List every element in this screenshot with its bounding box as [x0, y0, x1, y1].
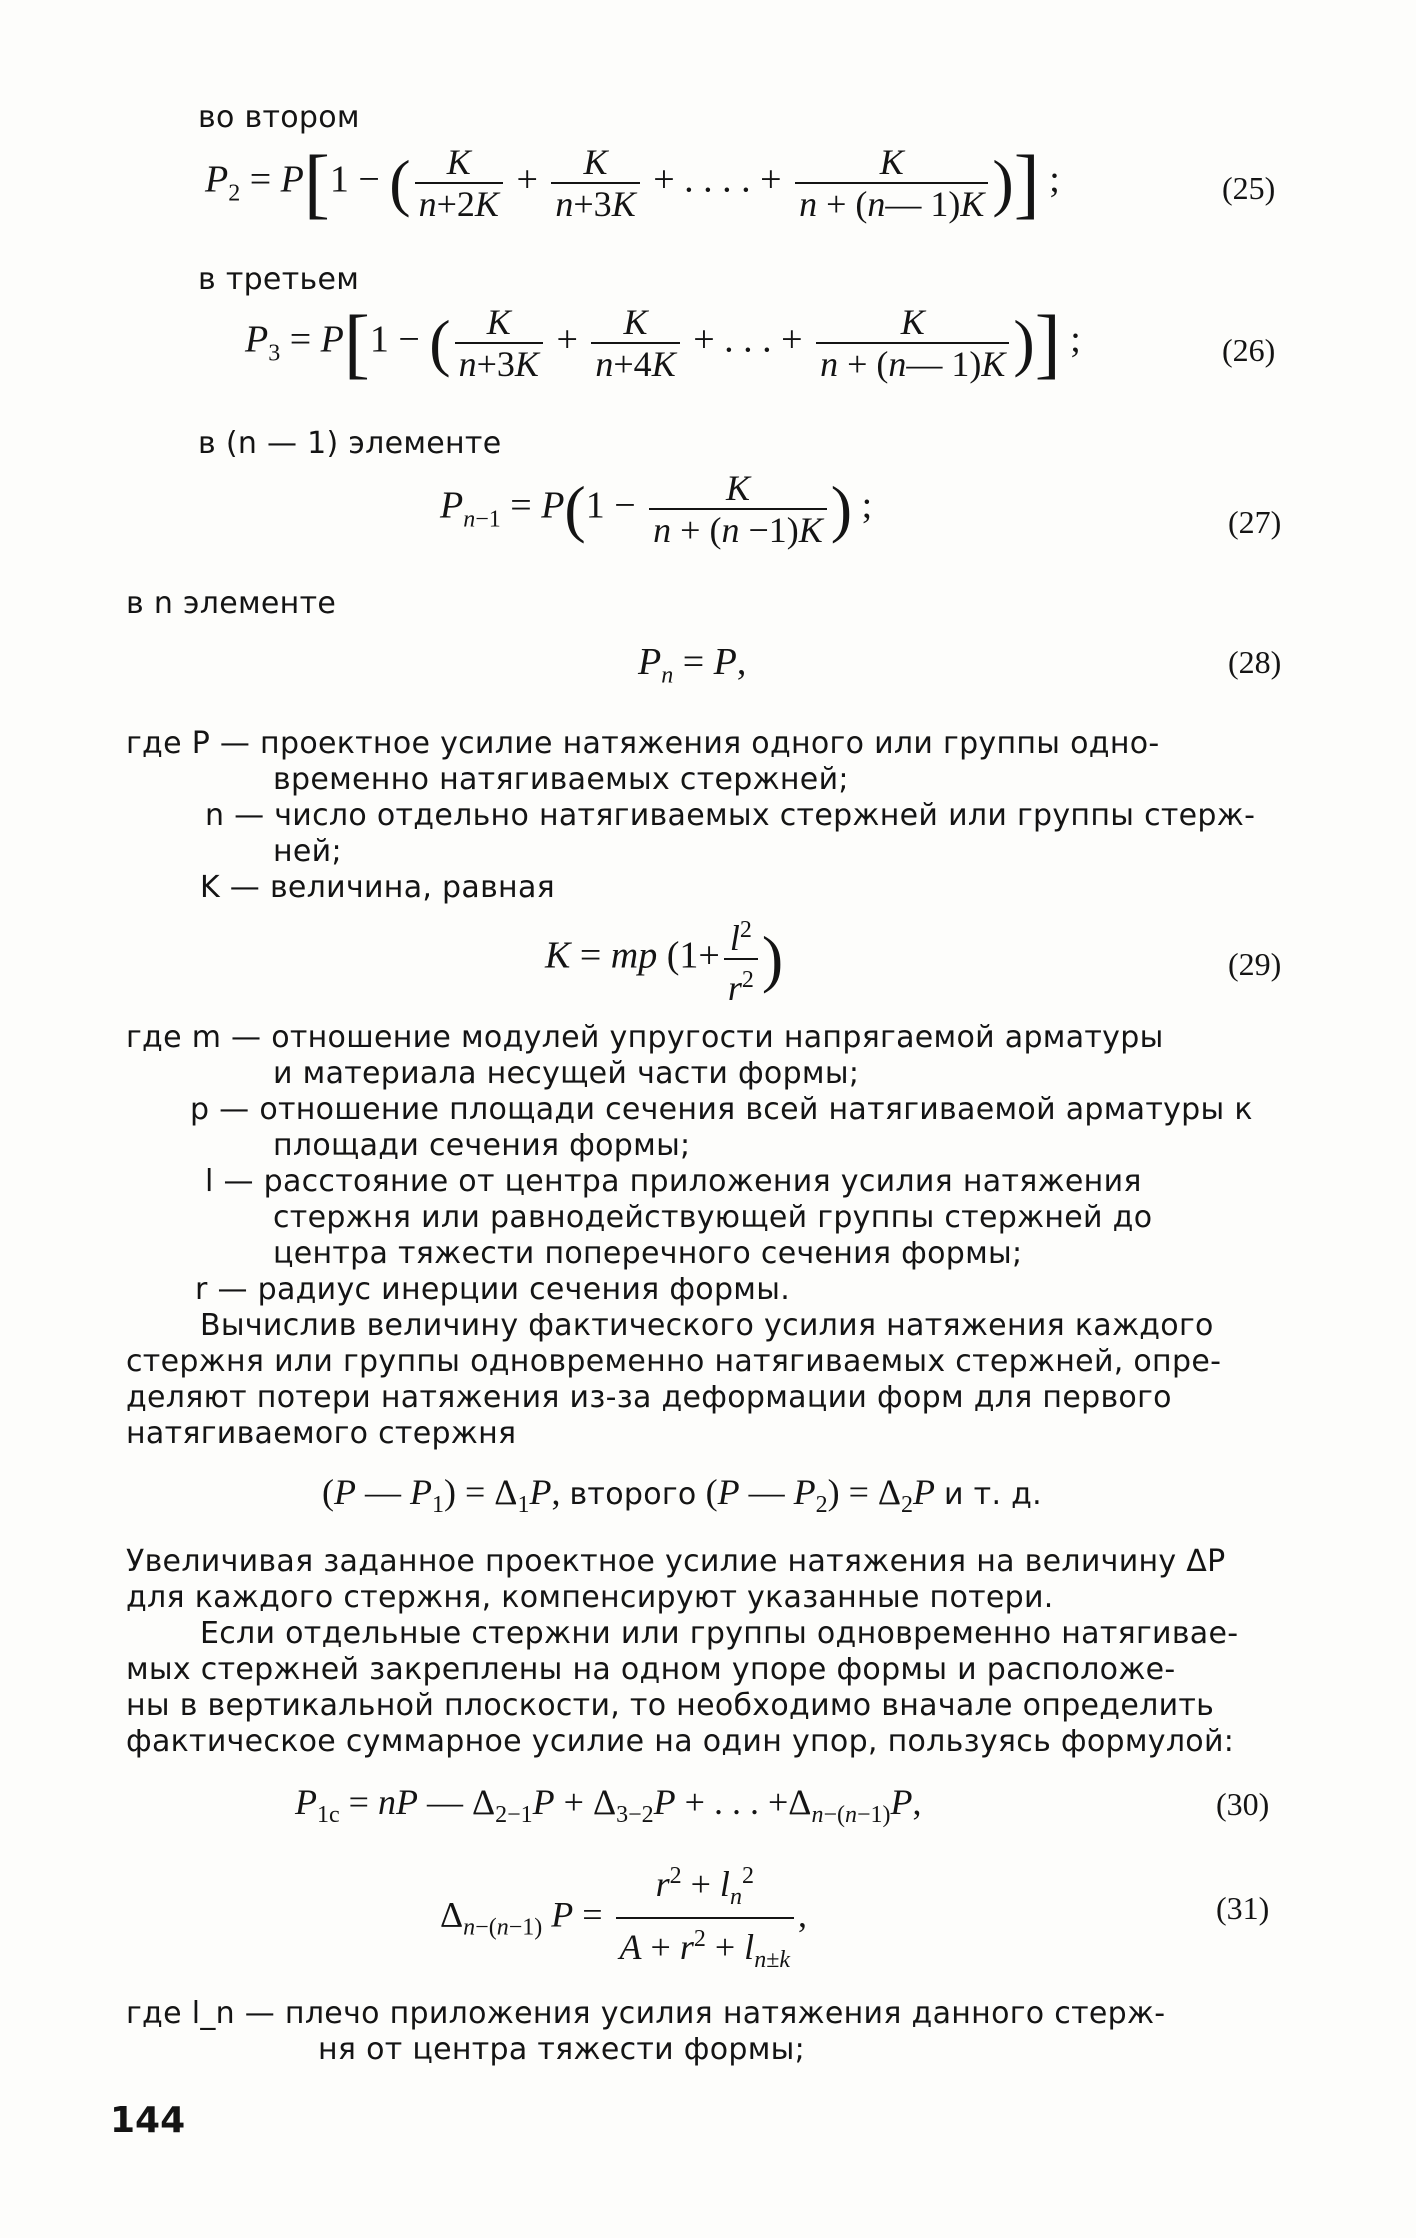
definition-l-line-1: l — расстояние от центра приложения усилия натяжения	[205, 1164, 1142, 1199]
definition-K: K — величина, равная	[200, 870, 555, 905]
equation-30-number: (30)	[1216, 1786, 1270, 1822]
intro-second: во втором	[198, 100, 360, 135]
paragraph-1-line-1: Вычислив величину фактического усилия натяжения каждого	[200, 1308, 1214, 1343]
definition-n-line-1: n — число отдельно натягиваемых стержней или группы стерж-	[205, 798, 1256, 833]
equation-25-number: (25)	[1222, 170, 1276, 206]
equation-31: $\Delta_{n-(n-1)}$ P = $\frac{r^2 + l_n^2}{A + r^2 + l_{n\pm k}}$ ,	[440, 1856, 807, 1980]
intro-n-minus-1: в (n — 1) элементе	[198, 426, 502, 461]
equation-27: $P_{n-1} = P(1$ − $\frac{K}{n + (n -1)K}$ ) ;	[440, 468, 873, 550]
paragraph-1-line-2: стержня или группы одновременно натягиваемых стержней, опре-	[126, 1344, 1222, 1379]
equation-29: K = mp (1+ $\frac{l^2}{r^2}$ )	[545, 917, 784, 1008]
equation-28-number: (28)	[1228, 644, 1282, 680]
definition-l-line-2: стержня или равнодействующей группы стержней до	[273, 1200, 1153, 1235]
loss-formula-second: второго	[569, 1477, 697, 1512]
paragraph-1-line-4: натягиваемого стержня	[126, 1416, 517, 1451]
paragraph-2-line-1: Увеличивая заданное проектное усилие натяжения на величину ΔP	[126, 1544, 1226, 1579]
definition-ln-line-1: где l_n — плечо приложения усилия натяжения данного стерж-	[126, 1996, 1166, 2031]
paragraph-1-line-3: деляют потери натяжения из-за деформации форм для первого	[126, 1380, 1172, 1415]
definition-r: r — радиус инерции сечения формы.	[195, 1272, 791, 1307]
equation-25: $P_2 = P[1$ − ( $\frac{K}{n+2K}$ + $\frac{K}{n+3K}$ + . . . . + $\frac{K}{n + (n— 1)K}$ )] ;	[205, 139, 1060, 226]
loss-formula-etc: и т. д.	[944, 1477, 1042, 1512]
definition-ln-line-2: ня от центра тяжести формы;	[318, 2032, 806, 2067]
definition-P-line-2: временно натягиваемых стержней;	[273, 762, 849, 797]
loss-formula: (P — $P_1) = \Delta_1P$, второго (P — $P_2) = \Delta_2P$ и т. д.	[322, 1472, 1042, 1519]
definition-l-line-3: центра тяжести поперечного сечения формы;	[273, 1236, 1023, 1271]
definition-P-line-1: где P — проектное усилие натяжения одного или группы одно-	[126, 726, 1160, 761]
paragraph-2-line-2: для каждого стержня, компенсируют указанные потери.	[126, 1580, 1054, 1615]
intro-third: в третьем	[198, 262, 360, 297]
definition-p-line-2: площади сечения формы;	[273, 1128, 691, 1163]
definition-m-line-2: и материала несущей части формы;	[273, 1056, 860, 1091]
intro-n: в n элементе	[126, 586, 337, 621]
equation-29-number: (29)	[1228, 946, 1282, 982]
definition-n-line-2: ней;	[273, 834, 342, 869]
equation-30: $P_{1c}$ = nP — $\Delta_{2-1}P + \Delta_{3-2}P$ + . . . $+\Delta_{n-(n-1)}P$,	[295, 1782, 922, 1829]
equation-26-number: (26)	[1222, 332, 1276, 368]
page-number: 144	[110, 2100, 186, 2141]
definition-p-line-1: p — отношение площади сечения всей натягиваемой арматуры к	[190, 1092, 1253, 1127]
paragraph-3-line-2: мых стержней закреплены на одном упоре формы и расположе-	[126, 1652, 1176, 1687]
paragraph-3-line-4: фактическое суммарное усилие на один упор, пользуясь формулой:	[126, 1724, 1235, 1759]
definition-m-line-1: где m — отношение модулей упругости напрягаемой арматуры	[126, 1020, 1164, 1055]
equation-27-number: (27)	[1228, 504, 1282, 540]
paragraph-3-line-1: Если отдельные стержни или группы одновременно натягивае-	[200, 1616, 1239, 1651]
equation-28: $P_n = P$,	[638, 641, 747, 689]
equation-31-number: (31)	[1216, 1890, 1270, 1926]
paragraph-3-line-3: ны в вертикальной плоскости, то необходимо вначале определить	[126, 1688, 1215, 1723]
equation-26: $P_3 = P[1$ − ( $\frac{K}{n+3K}$ + $\frac{K}{n+4K}$ + . . . + $\frac{K}{n + (n— 1)K}$ )] ;	[245, 299, 1081, 386]
